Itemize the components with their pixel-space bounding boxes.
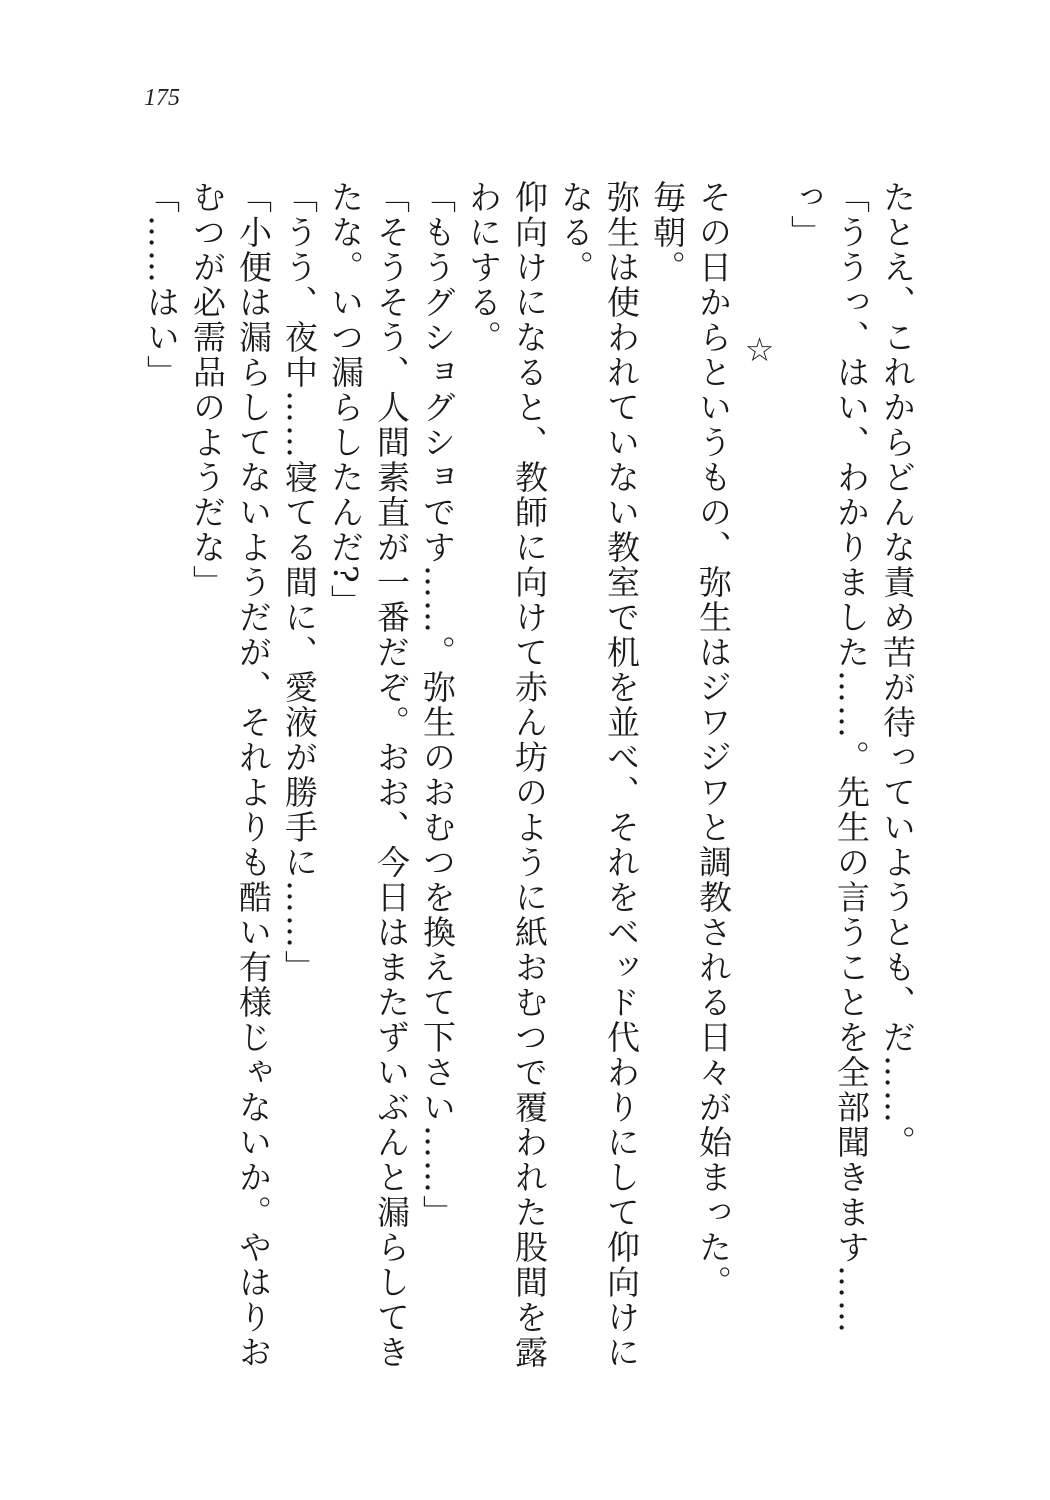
dialogue-line: 「小便は漏らしてないようだが、それよりも酷い有様じゃないか。やはりおむつが必需品のようだな」 bbox=[188, 180, 273, 1370]
text-line: 仰向けになると、教師に向けて赤ん坊のように紙おむつで覆われた股間を露わにする。 bbox=[464, 180, 549, 1370]
scene-break-star: ☆ bbox=[740, 330, 779, 371]
text-line: 弥生は使われていない教室で机を並べ、それをベッド代わりにして仰向けになる。 bbox=[556, 180, 641, 1370]
dialogue-line: 「……はい」 bbox=[142, 180, 181, 390]
dialogue-line: 「そうそう、人間素直が一番だぞ。おお、今日はまたずいぶんと漏らしてきたな。いつ漏らしたんだ?」 bbox=[326, 180, 411, 1370]
text-line: その日からというもの、弥生はジワジワと調教される日々が始まった。 bbox=[694, 180, 733, 1300]
dialogue-line: 「もうグショグショです……。弥生のおむつを換えて下さい……」 bbox=[418, 180, 457, 1230]
page-number: 175 bbox=[144, 85, 180, 111]
text-line: たとえ、これからどんな責め苦が待っていようとも、だ……。 bbox=[878, 180, 917, 1160]
text-line: 「ううっ、はい、わかりました……。先生の言うことを全部聞きます……っ」 bbox=[786, 180, 871, 1335]
body-text bbox=[120, 180, 920, 1380]
dialogue-line: 「うう、夜中……寝てる間に、愛液が勝手に……」 bbox=[280, 180, 319, 985]
text-line: 毎朝。 bbox=[648, 180, 687, 285]
